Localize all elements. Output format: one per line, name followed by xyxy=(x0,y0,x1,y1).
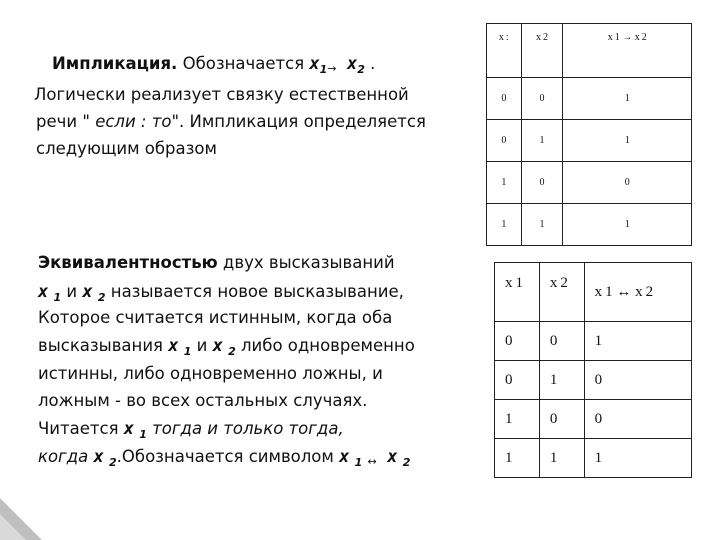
var-x2: x xyxy=(212,336,223,356)
sub-2: 2 xyxy=(109,456,117,469)
table-cell: 1 xyxy=(487,162,522,204)
table-cell: 1 xyxy=(563,78,692,120)
table-cell: 0 xyxy=(539,400,584,439)
table-row xyxy=(487,78,692,120)
sub-1: 1 xyxy=(319,63,328,76)
table-cell: 0 xyxy=(563,162,692,204)
table-cell: 0 xyxy=(584,400,691,439)
equivalence-line-6: ложным - во всех остальных случаях. xyxy=(38,391,368,410)
equivalence-line-4 xyxy=(38,334,415,359)
equivalence-line-1 xyxy=(38,251,395,274)
simultaneously: либо одновременно xyxy=(235,336,415,355)
sub-2: 2 xyxy=(357,63,365,76)
equivalence-truth-table xyxy=(494,262,692,478)
table-header-row xyxy=(487,24,692,78)
table-cell: 1 xyxy=(521,204,563,246)
called-new-statement: называется новое высказывание, xyxy=(105,282,404,301)
implication-term: Импликация. xyxy=(52,54,178,73)
var-x2: x xyxy=(347,54,358,74)
sub-2: 2 xyxy=(228,345,236,358)
table-cell: 1 xyxy=(495,400,540,439)
table-row xyxy=(487,204,692,246)
table-header-row xyxy=(495,263,692,322)
slide-corner-decoration-inner xyxy=(0,514,26,540)
quote-open: речи " xyxy=(36,112,96,131)
implication-denoted: Обозначается xyxy=(177,54,310,73)
two-statements: двух высказываний xyxy=(217,253,395,272)
table-cell: 1 xyxy=(539,361,584,400)
table-cell: 0 xyxy=(539,322,584,361)
implication-defined: ". Импликация определяется xyxy=(171,112,426,131)
table-cell: 1 xyxy=(563,204,692,246)
denoted-by-symbol: .Обозначается символом xyxy=(116,447,340,466)
equivalence-line-7 xyxy=(38,417,344,442)
table-cell: 0 xyxy=(487,78,522,120)
table-cell: 1 xyxy=(487,204,522,246)
var-x1: x xyxy=(123,419,135,439)
table-cell: 0 xyxy=(495,361,540,400)
sub-1: 1 xyxy=(354,456,363,469)
implication-line-1 xyxy=(52,52,375,77)
period: . xyxy=(370,54,376,73)
var-x2: x xyxy=(82,282,93,302)
var-x2: x xyxy=(93,447,104,467)
equivalence-line-2 xyxy=(38,280,404,305)
table-cell: 0 xyxy=(521,78,563,120)
implication-truth-table xyxy=(486,23,692,246)
and-word: и xyxy=(61,282,83,301)
header-cell: x 2 xyxy=(521,24,563,78)
table-cell: 1 xyxy=(584,322,691,361)
equivalence-term: Эквивалентностью xyxy=(38,253,218,272)
table-cell: 1 xyxy=(584,439,691,478)
statements-word: высказывания xyxy=(38,336,169,355)
if-then-phrase: если : то xyxy=(95,112,172,131)
sub-2: 2 xyxy=(97,291,106,304)
when-word: когда xyxy=(38,447,94,466)
table-row xyxy=(495,322,692,361)
sub-1: 1 xyxy=(53,291,62,304)
table-cell: 1 xyxy=(539,439,584,478)
sub-2: 2 xyxy=(402,456,411,469)
implication-arrow-symbol: → xyxy=(327,62,337,75)
table-cell: 1 xyxy=(521,120,563,162)
header-cell: x 2 xyxy=(539,263,584,322)
table-row xyxy=(495,439,692,478)
if-and-only-if: тогда и только тогда, xyxy=(146,419,344,438)
implication-line-4: следующим образом xyxy=(36,139,217,158)
equivalence-line-8 xyxy=(38,445,410,470)
table-row xyxy=(487,120,692,162)
table-row xyxy=(487,162,692,204)
var-x1: x xyxy=(38,282,49,302)
equivalence-line-3: Которое считается истинным, когда оба xyxy=(38,308,393,327)
var-x2: x xyxy=(387,447,398,467)
header-cell: x 1 xyxy=(495,263,540,322)
equivalence-symbol: ↔ xyxy=(367,455,377,468)
var-x1: x xyxy=(339,447,350,467)
table-cell: 0 xyxy=(521,162,563,204)
table-cell: 0 xyxy=(495,322,540,361)
equivalence-line-5: истинны, либо одновременно ложны, и xyxy=(38,364,383,383)
table-cell: 1 xyxy=(563,120,692,162)
table-row xyxy=(495,400,692,439)
header-cell: x 1 → x 2 xyxy=(563,24,692,78)
table-cell: 1 xyxy=(495,439,540,478)
header-cell: x : xyxy=(487,24,522,78)
implication-line-3 xyxy=(36,110,426,133)
var-x1: x xyxy=(168,336,179,356)
sub-1: 1 xyxy=(183,345,192,358)
read-as: Читается xyxy=(38,419,124,438)
sub-1: 1 xyxy=(139,428,147,441)
implication-line-2: Логически реализует связку естественной xyxy=(34,85,409,104)
and-word: и xyxy=(191,336,213,355)
var-x1: x xyxy=(309,54,320,74)
header-cell: x 1 ↔ x 2 xyxy=(584,263,691,322)
table-row xyxy=(495,361,692,400)
table-cell: 0 xyxy=(584,361,691,400)
table-cell: 0 xyxy=(487,120,522,162)
